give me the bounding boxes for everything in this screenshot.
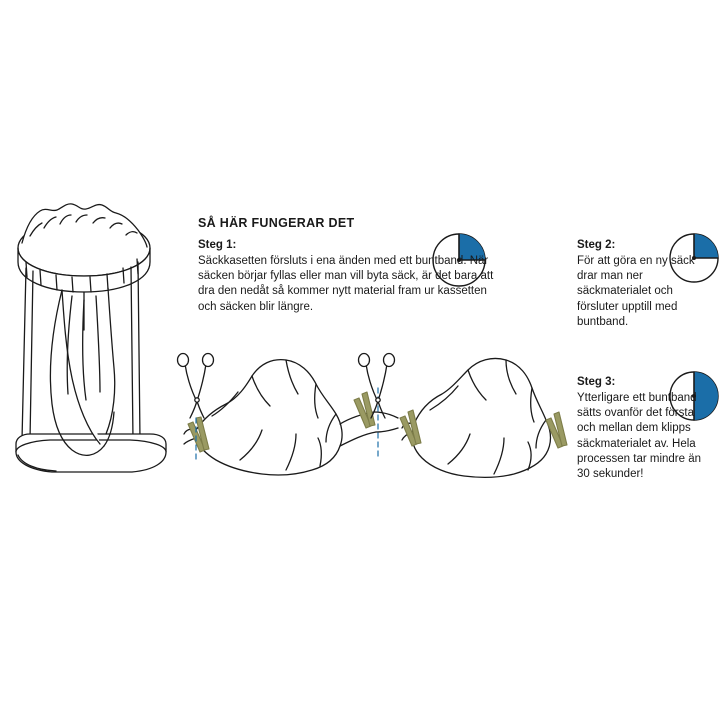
page-title: SÅ HÄR FUNGERAR DET — [198, 216, 355, 230]
step-3-label: Steg 3: — [577, 376, 616, 388]
step-1-label: Steg 1: — [198, 239, 237, 251]
sack-holder-stand — [16, 204, 166, 472]
filled-sack-left — [184, 360, 342, 475]
step-2-body: För att göra en ny säck drar man ner säckmaterialet och försluter upptill med buntband. — [577, 255, 695, 328]
step-3-body: Ytterligare ett buntband sätts ovanför det första och mellan dem klipps säckmaterialet av. Hela processen tar mindre än 30 sekunder! — [577, 392, 702, 480]
filled-sack-right — [402, 358, 551, 477]
step-2-label: Steg 2: — [577, 239, 616, 251]
scissors-icon — [178, 354, 214, 419]
step-1-body: Säckkasetten försluts i ena änden med ett buntband. När säcken börjar fyllas eller man vill byta säck, är det bara att dra den nedåt så kommer nytt material fram ur kassetten och säcken blir längre. — [198, 255, 494, 313]
